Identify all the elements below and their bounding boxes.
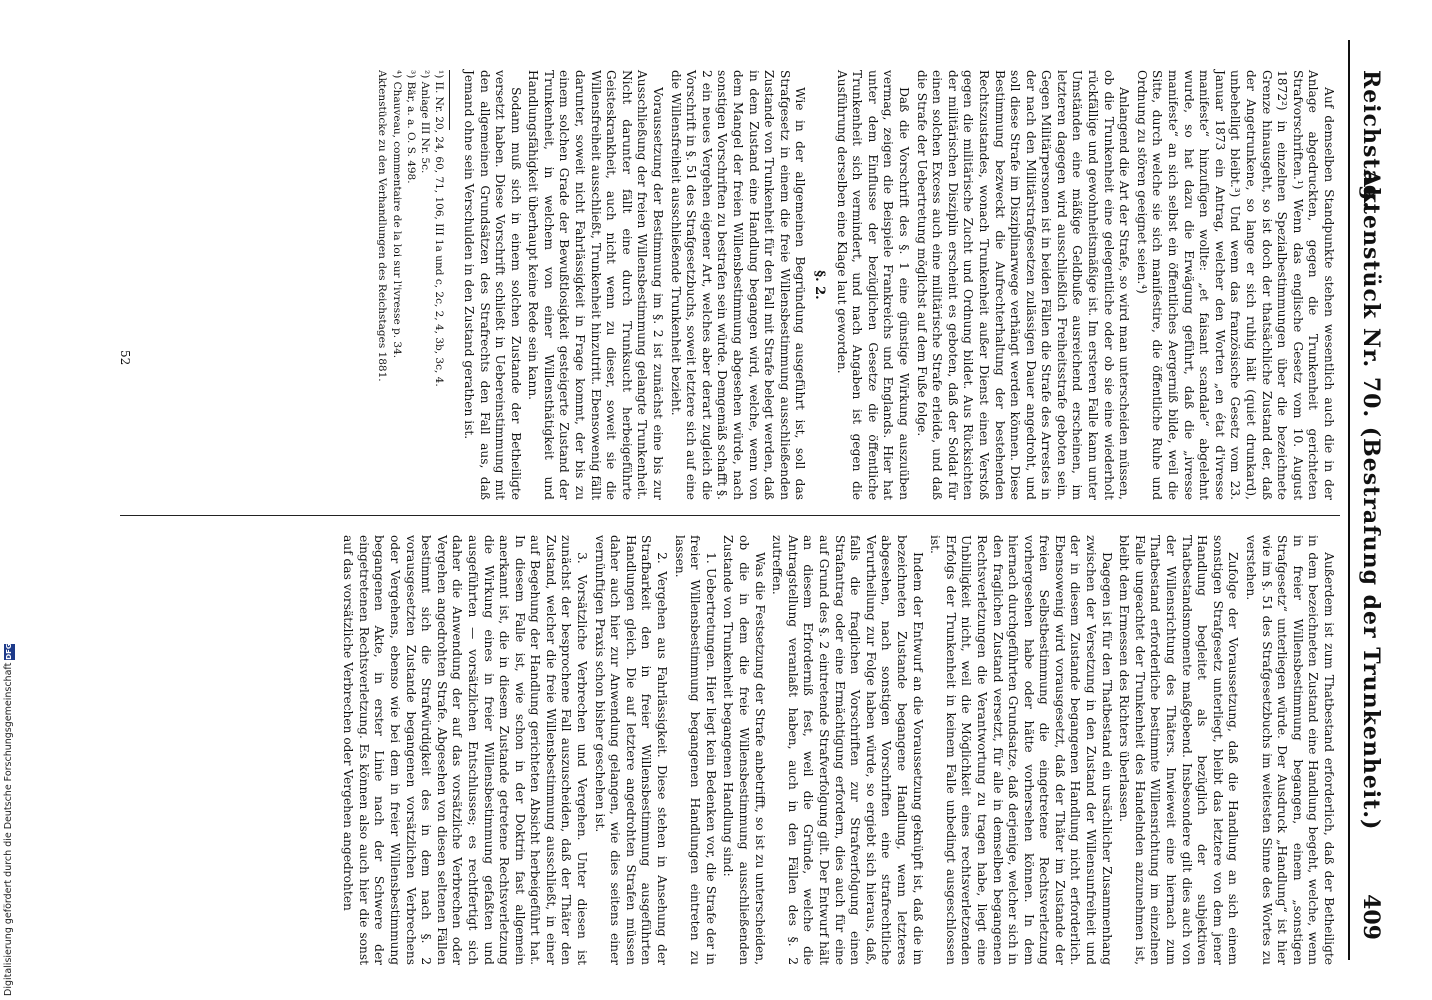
left-column — [375, 70, 1336, 500]
header-left: Reichstag. — [1358, 70, 1384, 210]
paragraph: Daß die Vorschrift des §. 1 eine günstige Wirkung auszuüben vermag, zeigen die Beispiele Frankreichs und Englands. Hier hat unter dem Einflusse der bezüglichen Gesetze die öffentliche Trunkenheit sich vermindert, und nach Angaben ist gegen die Ausführung derselben eine Klage laut geworden. — [834, 70, 911, 500]
list-item: 3. Vorsätzliche Verbrechen und Vergehen. Unter diesen ist zunächst der besprochene Fall auszuscheiden, daß der Thäter den Zustand, welcher die freie Willensbestimmung ausschließt, in einer auf Begehung der Handlung gerichteten Absicht herbeigeführt hat. In diesem Falle ist, wie schon in der Doktrin fast allgemein anerkannt ist, die in diesem Zustande getretene Rechtsverletzung die Wirkung eines in freier Willensbestimmung gefaßten und ausgeführten — vorsätzlichen Entschlusses; es rechtfertigt sich daher die Anwendung der auf das vorsätzliche Verbrechen oder Vergehen angedrohten Strafe. Abgesehen von diesen seltenen Fällen bestimmt sich die Strafwürdigkeit des in dem nach §. 2 vorausgesetzten Zustande begangenen vorsätzlichen Verbrechens oder Vergehens, ebenso wie bei dem in freier Willensbestimmung begangenen Akte, in erster Linie nach der Schwere der eingetretenen Rechtsverletzung. Es können also auch hier die sonst auf das vorsätzliche Verbrechen oder Vergehen angedrohten — [341, 535, 590, 965]
page-signature: 52 — [118, 350, 132, 366]
paragraph: Was die Festsetzung der Strafe anbetrifft, so ist zu unterscheiden, ob die in dem die freie Willensbestimmung ausschließenden Zustande von Trunkenheit begangenen Handlung sind: — [721, 535, 767, 965]
list-item: 2. Vergehen aus Fahrlässigkeit. Diese stehen in Ansehung der Strafbarkeit den in freier Willensbestimmung ausgeführten Handlungen gleich. Die auf letztere angedrohten Strafen müssen daher auch hier zur Anwendung gelangen, wie dies seitens einer vernünftigen Praxis schon bisher geschehen ist. — [592, 535, 670, 965]
bottom-note: Aktenstücke zu den Verhandlungen des Reichstages 1881. — [376, 70, 389, 382]
paragraph: Voraussetzung der Bestimmung im §. 2 ist zunächst eine bis zur Ausschließung der freien Willensbestimmung gelangte Trunkenheit. Nicht darunter fällt eine durch Trunksucht herbeigeführte Geisteskrankheit, auch nicht wenn zu dieser, soweit sie die Willensfreiheit ausschließt, Trunkenheit hinzutritt. Ebensowenig fällt darunter, soweit nicht Fahrlässigkeit in Frage kommt, der bis zu einem solchen Grade der Bewußtlosigkeit gesteigerte Zustand der Trunkenheit, in welchem von einer Willensthätigkeit und Handlungsfähigkeit überhaupt keine Rede sein kann. — [526, 70, 666, 500]
header-title: Aktenstück Nr. 70. (Bestrafung der Trunkenheit.) — [1358, 169, 1384, 831]
paragraph: Dagegen ist für den Thatbestand ein ursächlicher Zusammenhang zwischen der Versetzung in den Zustand der Willensunfreiheit und der in diesem Zustande begangenen Handlung nicht erforderlich. Ebensowenig wird vorausgesetzt, daß der Thäter im Zustande der freien Selbstbestimmung die eingetretene Rechtsverletzung vorhergesehen habe oder hätte vorhersehen können. In dem hiernach durchgeführten Grundsatze, daß derjenige, welcher sich in den fraglichen Zustand versetzt, für alle in demselben begangenen Rechtsverletzungen die Verantwortung zu tragen habe, liegt eine Unbilligkeit nicht, weil die Möglichkeit eines rechtsverletzenden Erfolgs der Trunkenheit in keinem Falle unbedingt ausgeschlossen ist. — [928, 535, 1114, 965]
attribution-strip — [4, 596, 18, 996]
paragraph: Sodann muß sich in einem solchen Zustande der Betheiligte versetzt haben. Diese Vorschrift schließt in Uebereinstimmung mit den allgemeinen Grundsätzen des Strafrechts den Fall aus, daß Jemand ohne sein Verschulden in den Zustand gerathen ist. — [461, 70, 523, 500]
paragraph: Wie in der allgemeinen Begründung ausgeführt ist, soll das Strafgesetz in einem die freie Willensbestimmung ausschließenden Zustande von Trunkenheit für den Fall mit Strafe belegt werden, daß in dem Zustand eine Handlung begangen wird, welche, wenn von dem Mangel der freien Willensbestimmung abgesehen würde, nach sonstigen Vorschriften zu bestrafen sein würde. Demgemäß schafft §. 2 ein neues Vergehen eigener Art, welches aber derart zugleich die Vorschrift in §. 51 des Strafgesetzbuchs, soweit letztere sich auf eine die Willensfreiheit ausschließende Trunkenheit bezieht. — [668, 70, 808, 500]
footnote: ⁴) Chauveau, commentaire de la loi sur l'ivresse p. 34. — [391, 70, 404, 359]
footnote: ³) Bär, a. a. O. S. 498. — [405, 70, 418, 184]
paragraph: Außerdem ist zum Thatbestand erforderlich, daß der Betheiligte in dem bezeichneten Zustand eine Handlung begeht, welche, wenn in freier Willensbestimmung begangen, einem „sonstigen Strafgesetz“ unterliegen würde. Der Ausdruck „Handlung“ ist hier wie im §. 51 des Strafgesetzbuchs im weitesten Sinne des Wortes zu verstehen. — [1244, 535, 1336, 965]
footnote: ²) Anlage III Nr. 5c. — [419, 70, 432, 174]
column-divider — [120, 515, 1340, 516]
footnote-divider — [449, 70, 450, 130]
paragraph: Zufolge der Voraussetzung, daß die Handlung an sich einem sonstigen Strafgesetz unterliegt, bleibt das letztere von dem jener Handlung begleitet als bezüglich der subjektiven Thatbestandsmomente maßgebend. Insbesondere gilt dies auch von der Willensrichtung des Thäters. Inwieweit eine hiernach zum Thatbestand erforderliche bestimmte Willensrichtung im einzelnen Falle ungeachtet der Trunkenheit des Handelnden anzunehmen ist, bleibt dem Ermessen des Richters überlassen. — [1117, 535, 1241, 965]
footnote: ¹) II. Nr. 20, 24, 60, 71, 106, III 1a und c, 2c, 2, 4, 3b, 3c, 4. — [433, 70, 446, 387]
paragraph: Auf demselben Standpunkte stehen wesentlich auch die in der Anlage abgedruckten, gegen die Trunkenheit gerichteten Strafvorschriften.¹) Wenn das englische Gesetz vom 10. August 1872²) in einzelnen Spezialbestimmungen über die bezeichnete Grenze hinausgeht, so ist doch der thatsächliche Zustand der, daß der Angetrunkene, so lange er sich ruhig hält (quiet drunkard), unbehelligt bleibt.³) Und wenn das französische Gesetz vom 23. Januar 1873 ein Antrag, welcher den Worten „en état d'ivresse manifeste“ hinzufügen wollte: „et faisant scandale“ abgelehnt wurde, so hat dazu die Erwägung geführt, daß die „ivresse manifeste“ an sich selbst ein öffentliches Aergerniß bilde, weil die Sitte, durch welche sie sich manifestire, die öffentliche Ruhe und Ordnung zu stören geeignet seien.⁴) — [1134, 70, 1336, 500]
attribution-text: Digitalisierung gefördert durch die Deutsche Forschungsgemeinschaft — [3, 662, 14, 996]
page-header — [1348, 40, 1390, 960]
paragraph: Indem der Entwurf an die Voraussetzung geknüpft ist, daß die im bezeichneten Zustande begangene Handlung, wenn letzteres abgesehen, nach sonstigen Vorschriften eine strafrechtliche Verurtheilung zur Folge haben würde, so ergiebt sich hieraus, daß, falls die fraglichen Vorschriften zur Strafverfolgung einen Strafantrag oder eine Ermächtigung erfordern, dies auch für eine auf Grund des §. 2 eintretende Strafverfolgung gilt. Der Entwurf hält an diesem Erforderniß fest, weil die Gründe, welche die Antragstellung veranlaßt haben, auch in den Fällen des §. 2 zutreffen. — [770, 535, 925, 965]
page-number: 409 — [1358, 894, 1384, 940]
section-heading: §. 2. — [812, 270, 827, 300]
list-item: 1. Uebertretungen. Hier liegt kein Bedenken vor, die Strafe der in freier Willensbestimmung begangenen Handlungen eintreten zu lassen. — [672, 535, 718, 965]
right-column — [338, 535, 1336, 965]
dfg-logo-icon: DFG — [4, 643, 13, 660]
footnotes — [390, 70, 445, 500]
paragraph: Anlangend die Art der Strafe, so wird man unterscheiden müssen, ob die Trunkenheit eine gelegentliche oder ob sie eine wiederholt rückfällige und gewohnheitsmäßige ist. Im ersteren Falle kann unter Umständen eine mäßige Geldbuße ausreichend erscheinen, im letzteren dagegen wird ausschließlich Freiheitsstrafe geboten sein. Gegen Militärpersonen ist in beiden Fällen die Strafe des Arrestes in der nach den Militärstrafgesetzen zulässigen Dauer angedroht, und soll diese Strafe im Disziplinarwege verhängt werden können. Diese Bestimmung bezweckt die Aufrechterhaltung der bestehenden Rechtszustandes, wonach Trunkenheit außer Dienst einen Verstoß gegen die militärische Zucht und Ordnung bildet. Aus Rücksichten der militärischen Disziplin erscheint es geboten, daß der Soldat für einen solchen Excess auch eine militärische Strafe erleide, und daß die Strafe der Uebertretung möglichst auf dem Fuße folge. — [914, 70, 1132, 500]
